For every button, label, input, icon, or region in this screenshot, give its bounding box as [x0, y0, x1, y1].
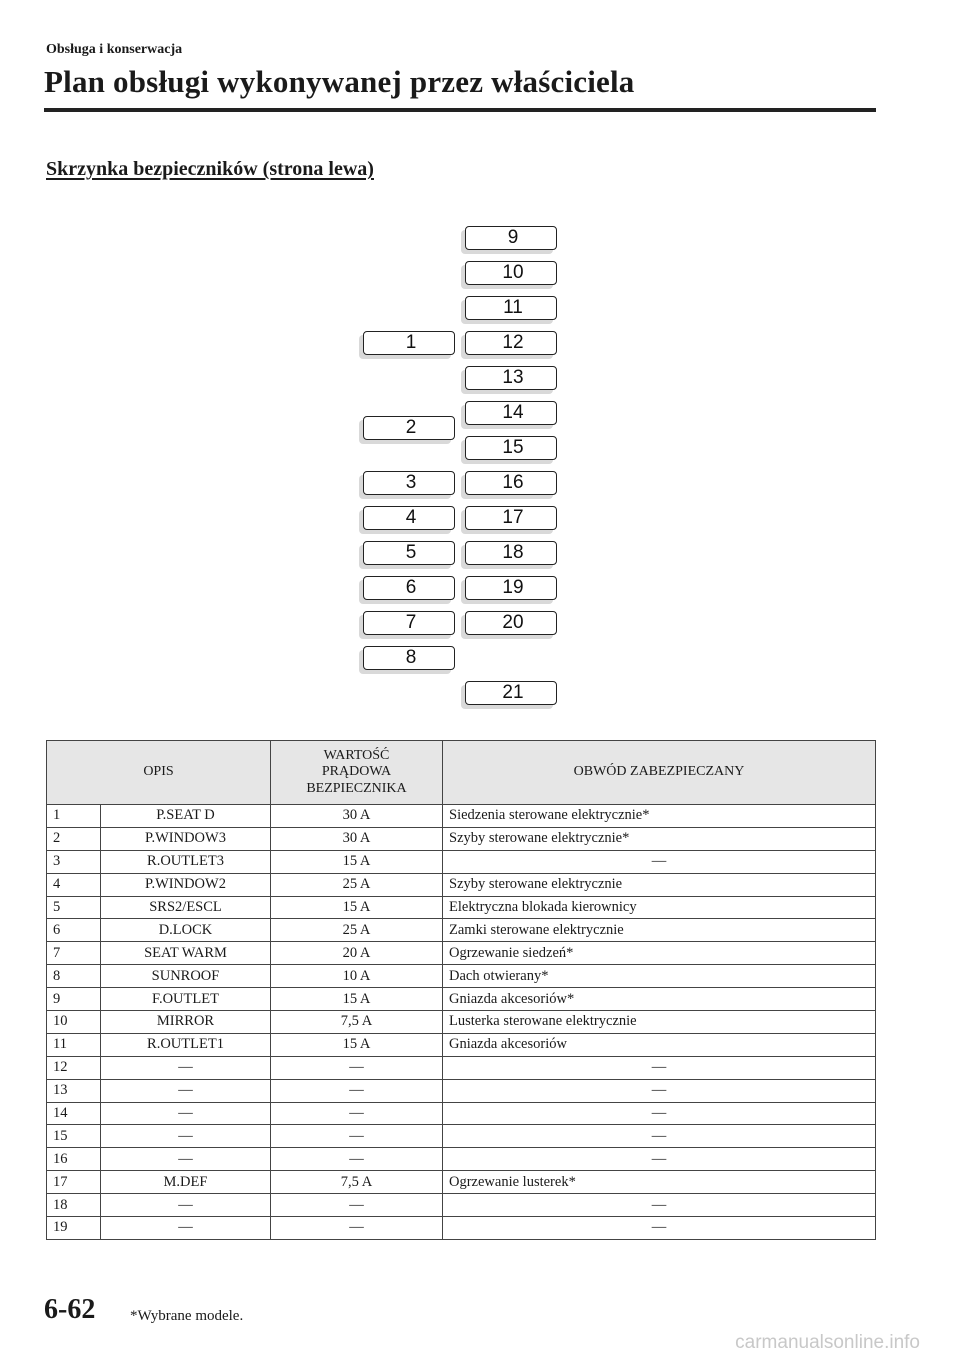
table-row: [47, 1171, 876, 1194]
cell-number: 16: [47, 1148, 101, 1171]
table-row: [47, 1217, 876, 1240]
cell-description: —: [101, 1148, 271, 1171]
table-row: [47, 1011, 876, 1034]
fuse-box-subheading: Skrzynka bezpieczników (strona lewa): [46, 158, 374, 180]
fuse-slot: 7: [363, 611, 455, 635]
cell-circuit: Szyby sterowane elektrycznie: [443, 873, 876, 896]
cell-description: F.OUTLET: [101, 988, 271, 1011]
fuse-slot: 9: [465, 226, 557, 250]
table-row: [47, 850, 876, 873]
fuse-slot: 1: [363, 331, 455, 355]
table-row: [47, 1079, 876, 1102]
table-row: [47, 1102, 876, 1125]
cell-number: 5: [47, 896, 101, 919]
cell-rating: 7,5 A: [271, 1011, 443, 1034]
title-rule: [44, 108, 876, 112]
fuse-slot: 8: [363, 646, 455, 670]
fuse-slot: 3: [363, 471, 455, 495]
fuse-slot: 11: [465, 296, 557, 320]
cell-number: 13: [47, 1079, 101, 1102]
cell-number: 3: [47, 850, 101, 873]
table-row: [47, 1033, 876, 1056]
table-row: [47, 988, 876, 1011]
cell-description: —: [101, 1102, 271, 1125]
cell-description: MIRROR: [101, 1011, 271, 1034]
cell-description: M.DEF: [101, 1171, 271, 1194]
table-row: [47, 1148, 876, 1171]
watermark: carmanualsonline.info: [735, 1332, 920, 1353]
cell-number: 18: [47, 1194, 101, 1217]
cell-description: SUNROOF: [101, 965, 271, 988]
cell-rating: —: [271, 1079, 443, 1102]
cell-circuit: Zamki sterowane elektrycznie: [443, 919, 876, 942]
fuse-slot: 16: [465, 471, 557, 495]
cell-number: 9: [47, 988, 101, 1011]
fuse-slot: 2: [363, 416, 455, 440]
cell-description: R.OUTLET3: [101, 850, 271, 873]
cell-rating: 15 A: [271, 1033, 443, 1056]
cell-rating: —: [271, 1102, 443, 1125]
cell-description: SRS2/ESCL: [101, 896, 271, 919]
cell-rating: —: [271, 1056, 443, 1079]
cell-circuit: Elektryczna blokada kierownicy: [443, 896, 876, 919]
cell-number: 12: [47, 1056, 101, 1079]
table-row: [47, 827, 876, 850]
table-row: [47, 1056, 876, 1079]
cell-number: 10: [47, 1011, 101, 1034]
fuse-slot: 6: [363, 576, 455, 600]
fuse-slot: 15: [465, 436, 557, 460]
cell-rating: —: [271, 1125, 443, 1148]
header-rating-line1: WARTOŚĆ: [323, 747, 390, 763]
cell-description: P.WINDOW2: [101, 873, 271, 896]
cell-description: SEAT WARM: [101, 942, 271, 965]
header-rating-line2: PRĄDOWA: [321, 764, 392, 780]
cell-rating: 15 A: [271, 896, 443, 919]
cell-description: —: [101, 1079, 271, 1102]
cell-number: 4: [47, 873, 101, 896]
fuse-slot: 19: [465, 576, 557, 600]
fuse-slot: 14: [465, 401, 557, 425]
cell-rating: 15 A: [271, 988, 443, 1011]
table-row: [47, 965, 876, 988]
fuse-table: [46, 740, 876, 1240]
footnote: *Wybrane modele.: [130, 1308, 244, 1324]
cell-circuit: Gniazda akcesoriów*: [443, 988, 876, 1011]
cell-circuit: Lusterka sterowane elektrycznie: [443, 1011, 876, 1034]
cell-circuit: Dach otwierany*: [443, 965, 876, 988]
cell-circuit: Siedzenia sterowane elektrycznie*: [443, 805, 876, 828]
cell-circuit: —: [443, 1079, 876, 1102]
page-title: Plan obsługi wykonywanej przez właściciela: [44, 64, 635, 99]
table-row: [47, 942, 876, 965]
header-rating-line3: BEZPIECZNIKA: [306, 780, 407, 796]
cell-number: 17: [47, 1171, 101, 1194]
cell-description: P.SEAT D: [101, 805, 271, 828]
fuse-slot: 4: [363, 506, 455, 530]
cell-number: 8: [47, 965, 101, 988]
fuse-slot: 10: [465, 261, 557, 285]
fuse-slot: 13: [465, 366, 557, 390]
fuse-slot: 20: [465, 611, 557, 635]
cell-circuit: Ogrzewanie siedzeń*: [443, 942, 876, 965]
cell-circuit: —: [443, 1194, 876, 1217]
cell-circuit: —: [443, 1102, 876, 1125]
table-row: [47, 919, 876, 942]
header-circuit: OBWÓD ZABEZPIECZANY: [443, 741, 876, 805]
cell-number: 15: [47, 1125, 101, 1148]
table-header-row: [47, 741, 876, 805]
cell-rating: 25 A: [271, 873, 443, 896]
cell-description: —: [101, 1056, 271, 1079]
cell-number: 1: [47, 805, 101, 828]
section-label: Obsługa i konserwacja: [46, 42, 183, 57]
cell-number: 2: [47, 827, 101, 850]
cell-description: P.WINDOW3: [101, 827, 271, 850]
cell-circuit: —: [443, 1148, 876, 1171]
cell-description: —: [101, 1194, 271, 1217]
table-row: [47, 873, 876, 896]
fuse-slot: 21: [465, 681, 557, 705]
cell-rating: 30 A: [271, 805, 443, 828]
cell-rating: 10 A: [271, 965, 443, 988]
cell-rating: —: [271, 1217, 443, 1240]
cell-rating: —: [271, 1194, 443, 1217]
cell-description: —: [101, 1217, 271, 1240]
cell-number: 11: [47, 1033, 101, 1056]
table-row: [47, 805, 876, 828]
header-rating: [271, 741, 443, 805]
cell-rating: 15 A: [271, 850, 443, 873]
fuse-slot: 17: [465, 506, 557, 530]
cell-circuit: Ogrzewanie lusterek*: [443, 1171, 876, 1194]
fuse-slot: 5: [363, 541, 455, 565]
cell-number: 14: [47, 1102, 101, 1125]
cell-circuit: Gniazda akcesoriów: [443, 1033, 876, 1056]
table-row: [47, 1194, 876, 1217]
fuse-slot: 18: [465, 541, 557, 565]
fuse-slot: 12: [465, 331, 557, 355]
cell-rating: 30 A: [271, 827, 443, 850]
cell-rating: —: [271, 1148, 443, 1171]
cell-rating: 7,5 A: [271, 1171, 443, 1194]
cell-description: D.LOCK: [101, 919, 271, 942]
cell-circuit: Szyby sterowane elektrycznie*: [443, 827, 876, 850]
cell-circuit: —: [443, 1217, 876, 1240]
cell-circuit: —: [443, 1056, 876, 1079]
cell-description: R.OUTLET1: [101, 1033, 271, 1056]
fuse-table-body: [47, 805, 876, 1240]
table-row: [47, 1125, 876, 1148]
cell-rating: 20 A: [271, 942, 443, 965]
cell-rating: 25 A: [271, 919, 443, 942]
cell-circuit: —: [443, 850, 876, 873]
cell-number: 7: [47, 942, 101, 965]
cell-description: —: [101, 1125, 271, 1148]
cell-number: 6: [47, 919, 101, 942]
cell-circuit: —: [443, 1125, 876, 1148]
page-number: 6-62: [44, 1294, 96, 1325]
header-description: OPIS: [47, 741, 271, 805]
table-row: [47, 896, 876, 919]
cell-number: 19: [47, 1217, 101, 1240]
